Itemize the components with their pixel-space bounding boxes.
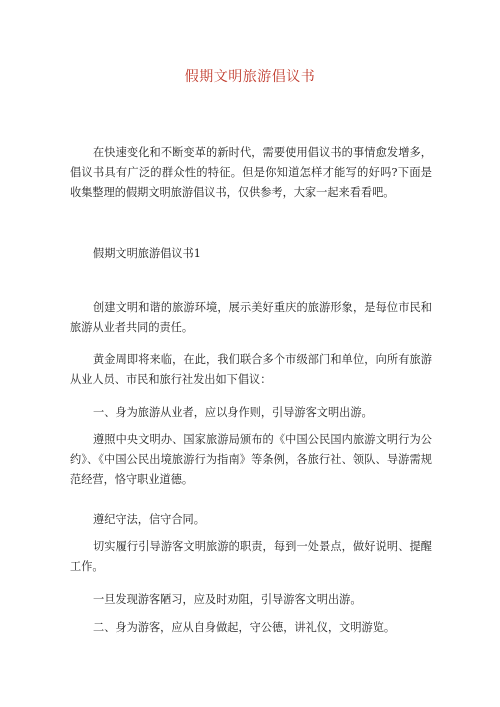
section-heading: 假期文明旅游倡议书1 (93, 247, 201, 260)
body-paragraph-7: 一旦发现游客陋习，应及时劝阻，引导游客文明出游。 (93, 593, 362, 606)
body-paragraph-1: 创建文明和谐的旅游环境，展示美好重庆的旅游形象，是每位市民和旅游从业者共同的责任。 (70, 301, 432, 334)
body-paragraph-4: 遵照中央文明办、国家旅游局颁布的《中国公民国内旅游文明行为公约》、《中国公民出境旅游行为指南》等条例，各旅行社、领队、导游需规范经营，恪守职业道德。 (70, 433, 432, 486)
document-title: 假期文明旅游倡议书 (184, 69, 316, 85)
body-paragraph-2: 黄金周即将来临，在此，我们联合多个市级部门和单位，向所有旅游从业人员、市民和旅行社发出如下倡议： (70, 353, 432, 386)
body-paragraph-3: 一、身为旅游从业者，应以身作则，引导游客文明出游。 (93, 406, 373, 419)
body-paragraph-5: 遵纪守法，信守合同。 (93, 513, 205, 526)
body-paragraph-6: 切实履行引导游客文明旅游的职责，每到一处景点，做好说明、提醒工作。 (70, 540, 432, 573)
intro-paragraph: 在快速变化和不断变革的新时代，需要使用倡议书的事情愈发增多，倡议书具有广泛的群众性的特征。但是你知道怎样才能写的好吗?下面是收集整理的假期文明旅游倡议书，仅供参考，大家一起来看看吧。 (70, 146, 432, 199)
body-paragraph-8: 二、身为游客，应从自身做起，守公德，讲礼仪，文明游览。 (93, 621, 396, 634)
